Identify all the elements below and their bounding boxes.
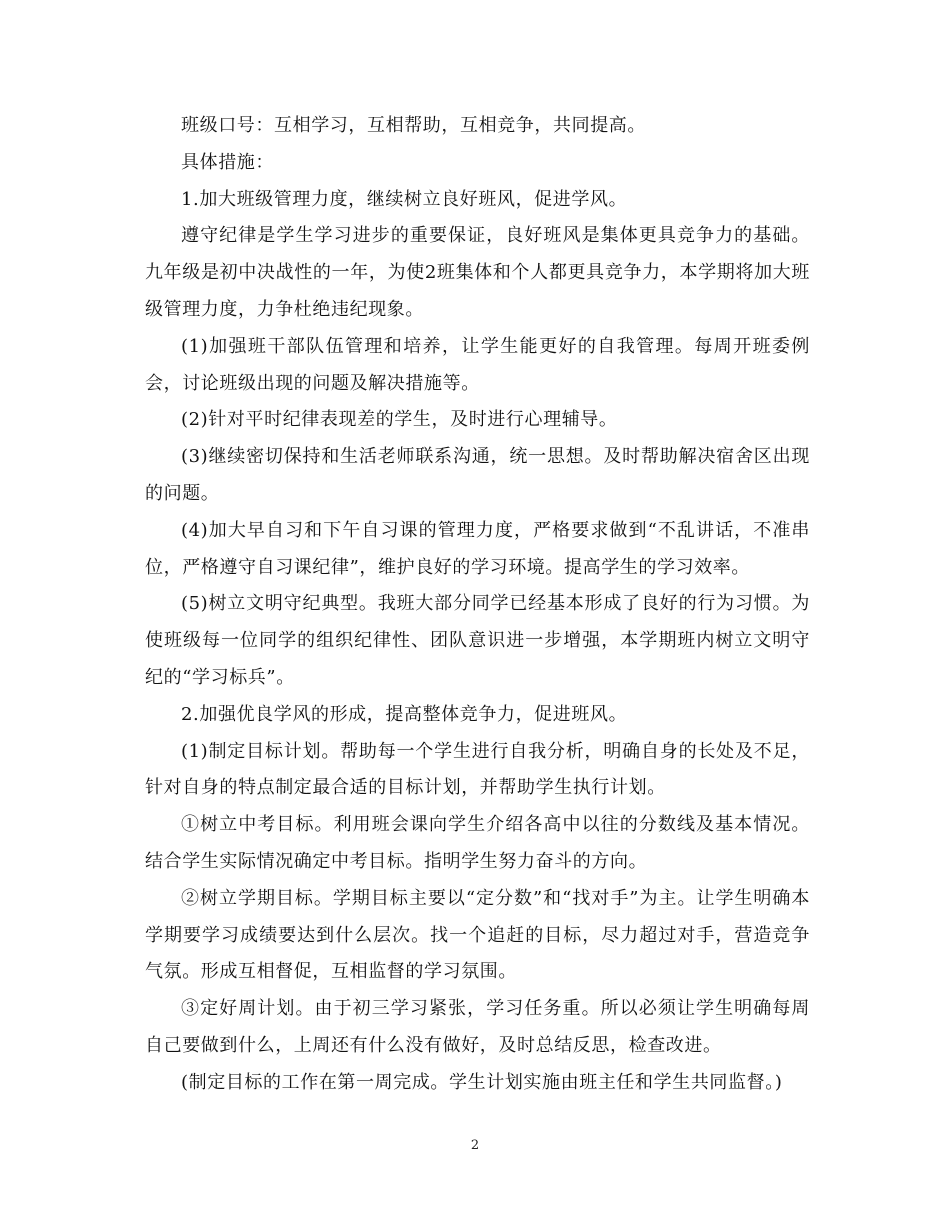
paragraph-weekly-plan: ③定好周计划。由于初三学习紧张，学习任务重。所以必须让学生明确每周自己要做到什么，上周还有什么没有做好，及时总结反思，检查改进。 bbox=[145, 998, 810, 1056]
paragraph-note: (制定目标的工作在第一周完成。学生计划实施由班主任和学生共同监督。) bbox=[181, 1071, 783, 1093]
paragraph-goal-plan: (1)制定目标计划。帮助每一个学生进行自我分析，明确自身的长处及不足，针对自身的特点制定最合适的目标计划，并帮助学生执行计划。 bbox=[145, 740, 810, 799]
paragraph-discipline-intro: 遵守纪律是学生学习进步的重要保证，良好班风是集体更具竞争力的基础。九年级是初中决战性的一年，为使2班集体和个人都更具竞争力，本学期将加大班级管理力度，力争杜绝违纪现象。 bbox=[145, 225, 810, 320]
paragraph-exam-goal: ①树立中考目标。利用班会课向学生介绍各高中以往的分数线及基本情况。结合学生实际情况确定中考目标。指明学生努力奋斗的方向。 bbox=[145, 814, 810, 872]
paragraph-item-2: (2)针对平时纪律表现差的学生，及时进行心理辅导。 bbox=[181, 409, 618, 431]
paragraph-section-1-heading: 1.加大班级管理力度，继续树立良好班风，促进学风。 bbox=[181, 188, 628, 210]
paragraph-class-slogan: 班级口号：互相学习，互相帮助，互相竞争，共同提高。 bbox=[181, 115, 646, 136]
paragraph-measures-heading: 具体措施： bbox=[181, 151, 274, 173]
paragraph-item-5: (5)树立文明守纪典型。我班大部分同学已经基本形成了良好的行为习惯。为使班级每一位同学的组织纪律性、团队意识进一步增强，本学期班内树立文明守纪的“学习标兵”。 bbox=[145, 593, 810, 688]
paragraph-section-2-heading: 2.加强优良学风的形成，提高整体竞争力，促进班风。 bbox=[181, 703, 628, 725]
document-body bbox=[145, 108, 810, 1102]
paragraph-item-3: (3)继续密切保持和生活老师联系沟通，统一思想。及时帮助解决宿舍区出现的问题。 bbox=[145, 446, 810, 504]
page-number: 2 bbox=[470, 1138, 480, 1153]
paragraph-item-1: (1)加强班干部队伍管理和培养，让学生能更好的自我管理。每周开班委例会，讨论班级出现的问题及解决措施等。 bbox=[145, 335, 810, 394]
paragraph-item-4: (4)加大早自习和下午自习课的管理力度，严格要求做到“不乱讲话，不准串位，严格遵守自习课纪律”，维护良好的学习环境。提高学生的学习效率。 bbox=[145, 519, 810, 578]
paragraph-semester-goal: ②树立学期目标。学期目标主要以“定分数”和“找对手”为主。让学生明确本学期要学习成绩要达到什么层次。找一个追赶的目标，尽力超过对手，营造竞争气氛。形成互相督促，互相监督的学习氛围。 bbox=[145, 887, 810, 983]
